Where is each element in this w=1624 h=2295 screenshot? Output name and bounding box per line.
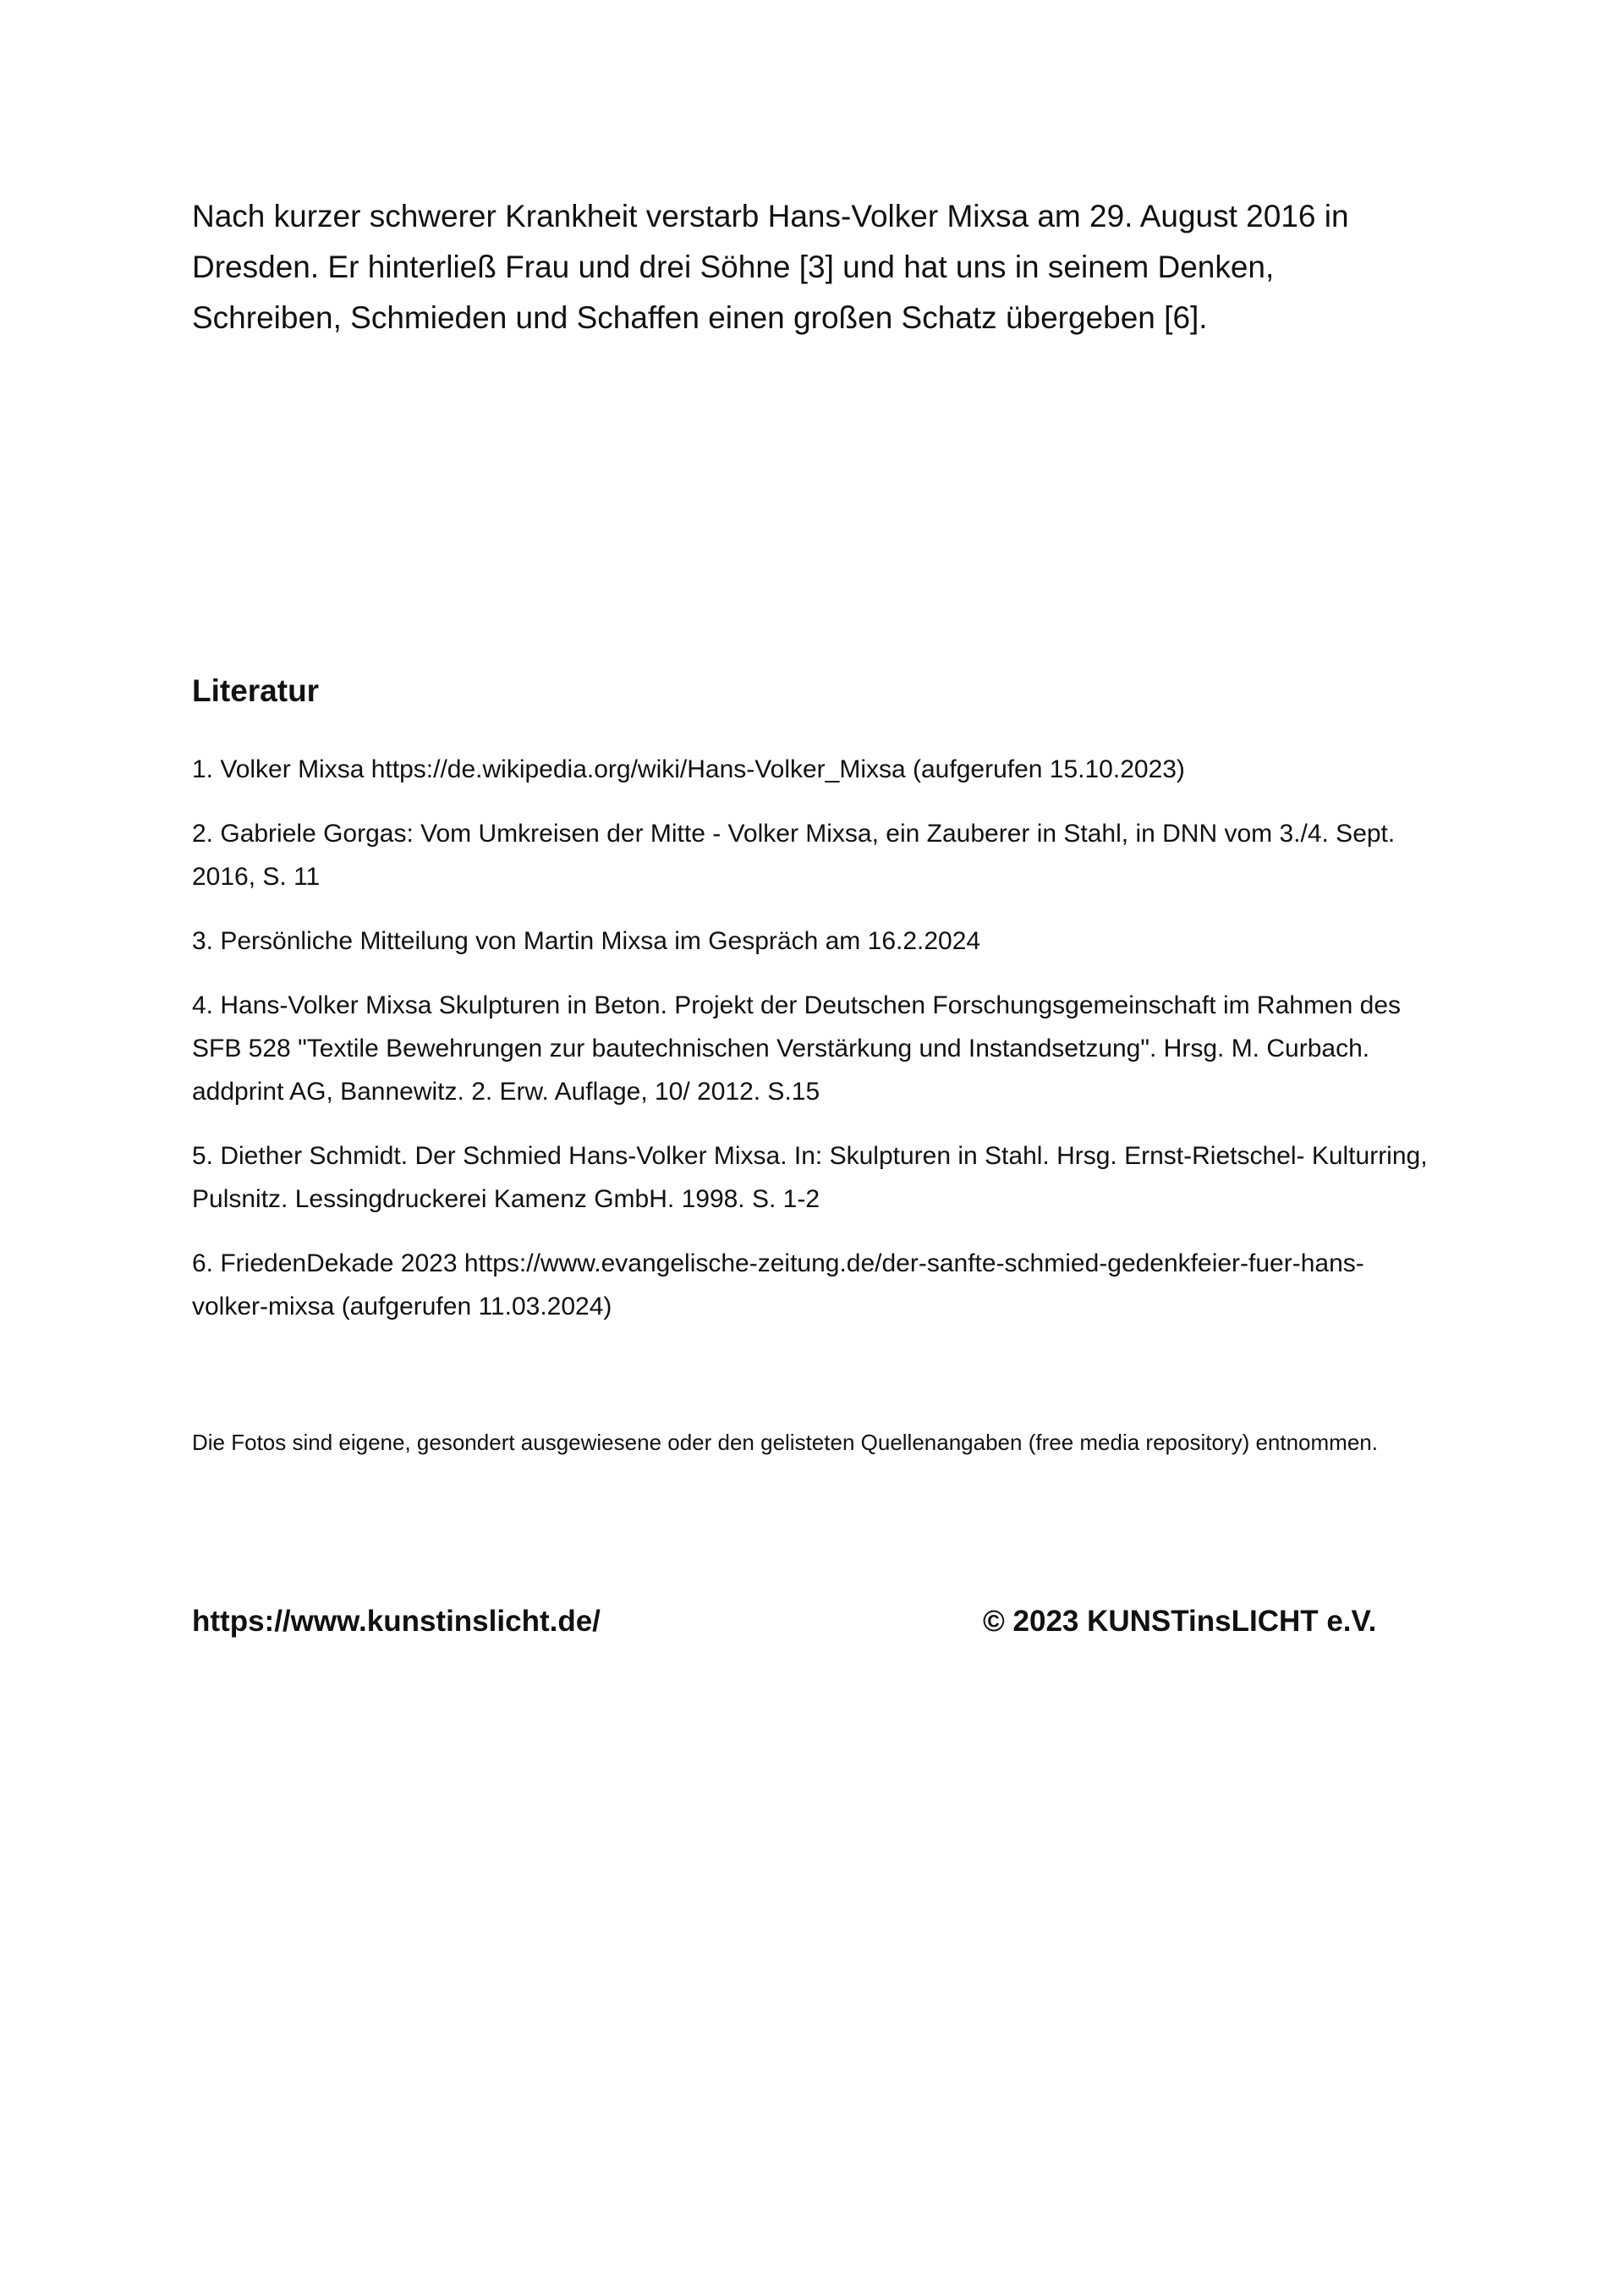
literature-heading: Literatur [192,673,320,708]
literature-item: 3. Persönliche Mitteilung von Martin Mixsa im Gespräch am 16.2.2024 [192,927,981,955]
footer-website-url: https://www.kunstinslicht.de/ [192,1605,601,1638]
literature-item: 6. FriedenDekade 2023 https://www.evangelische-zeitung.de/der-sanfte-schmied-gedenkfeier-fuer-hans-volker-mixsa (aufgerufen 11.03.2024) [192,1249,1364,1320]
photo-credits-note: Die Fotos sind eigene, gesondert ausgewiesene oder den gelisteten Quellenangaben (free media repository) entnommen. [192,1430,1378,1455]
literature-item: 4. Hans-Volker Mixsa Skulpturen in Beton. Projekt der Deutschen Forschungsgemeinschaft im Rahmen des SFB 528 "Textile Bewehrungen zur bautechnischen Verstärkung und Instandsetzung". Hrsg. M. Curbach. addprint AG, Bannewitz. 2. Erw. Auflage, 10/ 2012. S.15 [192,991,1402,1106]
intro-paragraph: Nach kurzer schwerer Krankheit verstarb Hans-Volker Mixsa am 29. August 2016 in Dresden. Er hinterließ Frau und drei Söhne [3] und hat uns in seinem Denken, Schreiben, Schmieden und Schaffen einen großen Schatz übergeben [6]. [192,199,1349,335]
literature-item: 2. Gabriele Gorgas: Vom Umkreisen der Mitte - Volker Mixsa, ein Zauberer in Stahl, in DNN vom 3./4. Sept. 2016, S. 11 [192,820,1396,891]
literature-list [192,748,1435,1349]
literature-item: 5. Diether Schmidt. Der Schmied Hans-Volker Mixsa. In: Skulpturen in Stahl. Hrsg. Ernst-Rietschel- Kulturring, Pulsnitz. Lessingdruckerei Kamenz GmbH. 1998. S. 1-2 [192,1142,1428,1213]
footer-copyright: © 2023 KUNSTinsLICHT e.V. [983,1605,1377,1638]
literature-item: 1. Volker Mixsa https://de.wikipedia.org/wiki/Hans-Volker_Mixsa (aufgerufen 15.10.2023) [192,755,1185,783]
